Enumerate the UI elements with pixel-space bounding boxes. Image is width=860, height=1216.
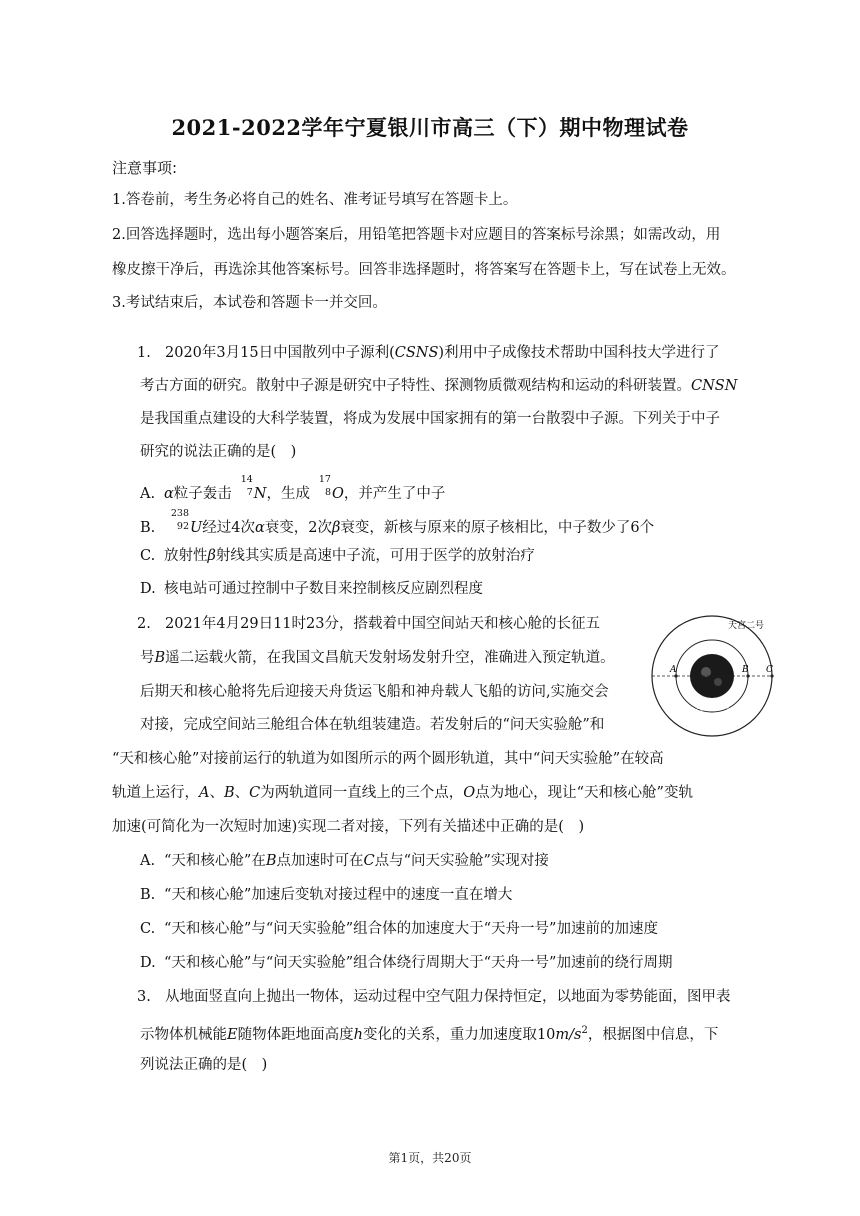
q1-number: 1. <box>137 345 151 361</box>
uranium-nuclide: 238 92 <box>170 508 189 532</box>
q1-line-2: 考古方面的研究。散射中子源是研究中子特性、探测物质微观结构和运动的科研装置。CNSN <box>140 378 738 394</box>
notes-line-4: 3.考试结束后，本试卷和答题卡一并交回。 <box>112 295 387 311</box>
q2-option-a[interactable]: A. “天和核心舱”在B点加速时可在C点与“问天实验舱”实现对接 <box>140 853 549 869</box>
q2-option-c[interactable]: C. “天和核心舱”与“问天实验舱”组合体的加速度大于“天舟一号”加速前的加速度 <box>140 921 658 937</box>
q1-line-3: 是我国重点建设的大科学装置，将成为发展中国家拥有的第一台散裂中子源。下列关于中子 <box>140 411 720 427</box>
notes-line-3: 橡皮擦干净后，再选涂其他答案标号。回答非选择题时，将答案写在答题卡上，写在试卷上无效。 <box>112 262 736 278</box>
inner-orbit-label: 天舟一号 <box>694 703 731 713</box>
q3-number: 3. <box>137 989 151 1005</box>
q2-line-3: 后期天和核心舱将先后迎接天舟货运飞船和神舟载人飞船的访问,实施交会 <box>140 684 609 700</box>
outer-orbit-label: 天宫二号 <box>728 621 765 631</box>
orbit-diagram <box>648 612 780 740</box>
exam-title: 2021-2022学年宁夏银川市高三（下）期中物理试卷 <box>171 115 689 140</box>
q3-line-2: 示物体机械能E随物体距地面高度h变化的关系，重力加速度取$10m/s^2$，根据图中信息，下 <box>140 1025 719 1043</box>
oxygen-nuclide: 17 8 <box>318 474 331 498</box>
q1-option-b[interactable]: B. 238 92 U经过4次α衰变，2次β衰变，新核与原来的原子核相比，中子数少了6个 <box>140 508 655 536</box>
q2-line-4: 对接，完成空间站三舱组合体在轨组装建造。若发射后的“问天实验舱”和 <box>140 717 605 733</box>
q1-option-c[interactable]: C. 放射性β射线其实质是高速中子流，可用于医学的放射治疗 <box>140 548 535 564</box>
q2-line-5: “天和核心舱”对接前运行的轨道为如图所示的两个圆形轨道，其中“问天实验舱”在较高 <box>112 751 664 767</box>
notes-line-1: 1.答卷前，考生务必将自己的姓名、准考证号填写在答题卡上。 <box>112 192 518 208</box>
nitrogen-nuclide: 14 7 <box>240 474 253 498</box>
q2-line-2: 号B遥二运载火箭，在我国文昌航天发射场发射升空，准确进入预定轨道。 <box>140 650 615 666</box>
page-footer: 第1页，共20页 <box>388 1151 472 1165</box>
q3-line-3: 列说法正确的是( ) <box>140 1057 268 1073</box>
orbit-diagram-svg <box>648 612 780 740</box>
q2-number: 2. <box>137 616 151 632</box>
notes-line-2: 2.回答选择题时，选出每小题答案后，用铅笔把答题卡对应题目的答案标号涂黑；如需改动，用 <box>112 227 721 243</box>
q2-line-7: 加速(可简化为一次短时加速)实现二者对接，下列有关描述中正确的是( ) <box>112 819 585 835</box>
q1-line-1: 1. 2020年3月15日中国散列中子源利(CSNS)利用中子成像技术帮助中国科技大学进行了 <box>137 345 720 361</box>
q1-line-4: 研究的说法正确的是( ) <box>140 444 297 460</box>
q2-line-6: 轨道上运行，A、B、C为两轨道同一直线上的三个点，O点为地心，现让“天和核心舱”变轨 <box>112 785 693 801</box>
q1-option-a[interactable]: A. α粒子轰击 14 7 N，生成 17 8 O，并产生了中子 <box>140 474 446 502</box>
q3-line-1: 3. 从地面竖直向上抛出一物体，运动过程中空气阻力保持恒定，以地面为零势能面，图甲表 <box>137 989 731 1005</box>
q2-option-b[interactable]: B. “天和核心舱”加速后变轨对接过程中的速度一直在增大 <box>140 887 513 903</box>
point-c-label: C <box>766 665 773 675</box>
q2-line-1: 2. 2021年4月29日11时23分，搭载着中国空间站天和核心舱的长征五 <box>137 616 600 632</box>
point-a-label: A <box>670 665 677 675</box>
q1-option-d[interactable]: D. 核电站可通过控制中子数目来控制核反应剧烈程度 <box>140 581 483 597</box>
point-b-label: B <box>742 665 749 675</box>
q2-option-d[interactable]: D. “天和核心舱”与“问天实验舱”组合体绕行周期大于“天舟一号”加速前的绕行周期 <box>140 955 673 971</box>
notes-heading: 注意事项: <box>112 159 178 177</box>
